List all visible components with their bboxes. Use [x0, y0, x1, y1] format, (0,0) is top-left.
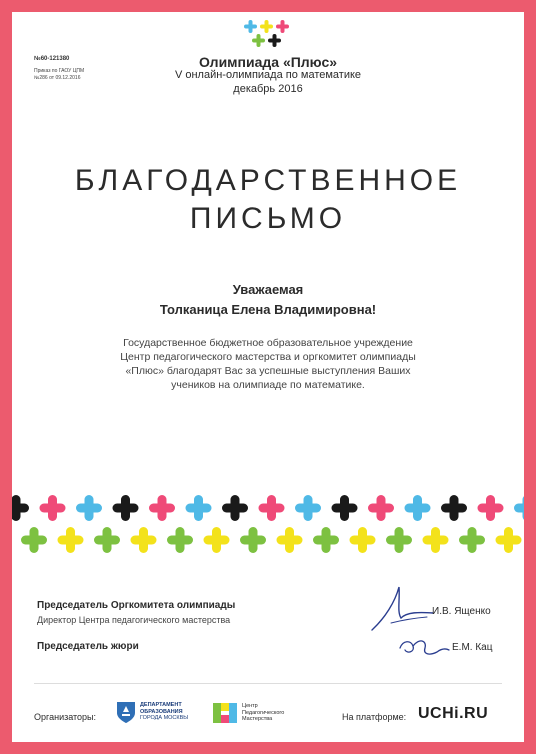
logo-plus-pink — [276, 20, 289, 33]
olympiad-title: Олимпиада «Плюс» — [198, 54, 338, 70]
plus-icon — [131, 527, 157, 553]
department-emblem-icon — [114, 700, 138, 724]
greeting — [12, 280, 524, 320]
document-number: №60-121380 — [34, 56, 70, 62]
salutation: Уважаемая — [232, 282, 304, 297]
body-line: «Плюс» благодарят Вас за успешные выступления Ваших — [125, 365, 411, 377]
plus-icon — [259, 495, 285, 521]
plus-icon — [459, 527, 485, 553]
heading-line: БЛАГОДАРСТВЕННОЕ — [74, 164, 462, 197]
plus-icon — [496, 527, 522, 553]
department-name — [140, 702, 188, 722]
department-line: ДЕПАРТАМЕНТ — [140, 702, 182, 708]
jury-title: Председатель жюри — [37, 641, 139, 652]
body-line: Государственное бюджетное образовательное учреждение — [123, 337, 413, 349]
plus-icon — [368, 495, 394, 521]
logo-plus-yellow — [260, 20, 273, 33]
plus-icon — [167, 527, 193, 553]
chair-title: Председатель Оргкомитета олимпиады — [37, 600, 236, 611]
plus-icon — [514, 495, 524, 521]
plus-icon — [222, 495, 248, 521]
plus-icon — [186, 495, 212, 521]
plus-icon — [12, 495, 29, 521]
cpm-line: Мастерства — [242, 716, 273, 722]
cpm-logo-icon — [212, 701, 238, 725]
plus-icon — [58, 527, 84, 553]
plus-icon — [332, 495, 358, 521]
order-line: Приказ по ГАОУ ЦПМ — [34, 68, 85, 74]
platform-label: На платформе: — [342, 712, 407, 722]
plus-icon — [204, 527, 230, 553]
plus-icon — [21, 527, 47, 553]
plus-icon — [113, 495, 139, 521]
olympiad-subtitle — [12, 68, 524, 96]
body-line: Центр педагогического мастерства и оргкомитет олимпиады — [120, 351, 416, 363]
chair-signature-icon — [367, 582, 437, 634]
cpm-name — [242, 703, 284, 723]
plus-icon — [441, 495, 467, 521]
jury-signature-icon — [397, 632, 451, 660]
plus-icon — [313, 527, 339, 553]
logo-plus-black — [268, 34, 281, 47]
recipient-name: Толканица Елена Владимировна! — [159, 302, 377, 317]
body-line: учеников на олимпиаде по математике. — [171, 379, 365, 391]
plus-icon — [350, 527, 376, 553]
logo-plus-green — [252, 34, 265, 47]
decorative-crosses — [12, 482, 524, 556]
order-line: №286 от 09.12.2016 — [34, 75, 81, 81]
cpm-line: Центр — [242, 703, 258, 709]
uchi-logo: UCHi.RU — [418, 705, 489, 722]
plus-icon — [277, 527, 303, 553]
plus-icon — [405, 495, 431, 521]
footer-divider — [34, 683, 502, 684]
logo-plus-blue — [244, 20, 257, 33]
department-line: ГОРОДА МОСКВЫ — [140, 715, 189, 721]
olympiad-plus-logo — [242, 20, 296, 52]
cpm-line: Педагогического — [242, 709, 285, 716]
letter-heading — [12, 162, 524, 238]
plus-icon — [478, 495, 504, 521]
plus-icon — [295, 495, 321, 521]
certificate-sheet — [12, 12, 524, 742]
jury-name: Е.М. Кац — [452, 642, 493, 653]
heading-line: ПИСЬМО — [189, 202, 347, 235]
olympiad-subtitle-line: V онлайн-олимпиада по математике — [174, 69, 362, 81]
department-line: ОБРАЗОВАНИЯ — [140, 708, 183, 715]
chair-name: И.В. Ященко — [432, 606, 491, 617]
order-reference — [34, 68, 84, 82]
plus-icon — [149, 495, 175, 521]
plus-icon — [240, 527, 266, 553]
plus-icon — [386, 527, 412, 553]
letter-body — [72, 336, 464, 392]
plus-icon — [76, 495, 102, 521]
olympiad-date: декабрь 2016 — [233, 83, 303, 95]
organizers-label: Организаторы: — [34, 712, 97, 722]
chair-role: Директор Центра педагогического мастерства — [37, 615, 231, 625]
plus-icon — [423, 527, 449, 553]
plus-icon — [40, 495, 66, 521]
plus-icon — [94, 527, 120, 553]
